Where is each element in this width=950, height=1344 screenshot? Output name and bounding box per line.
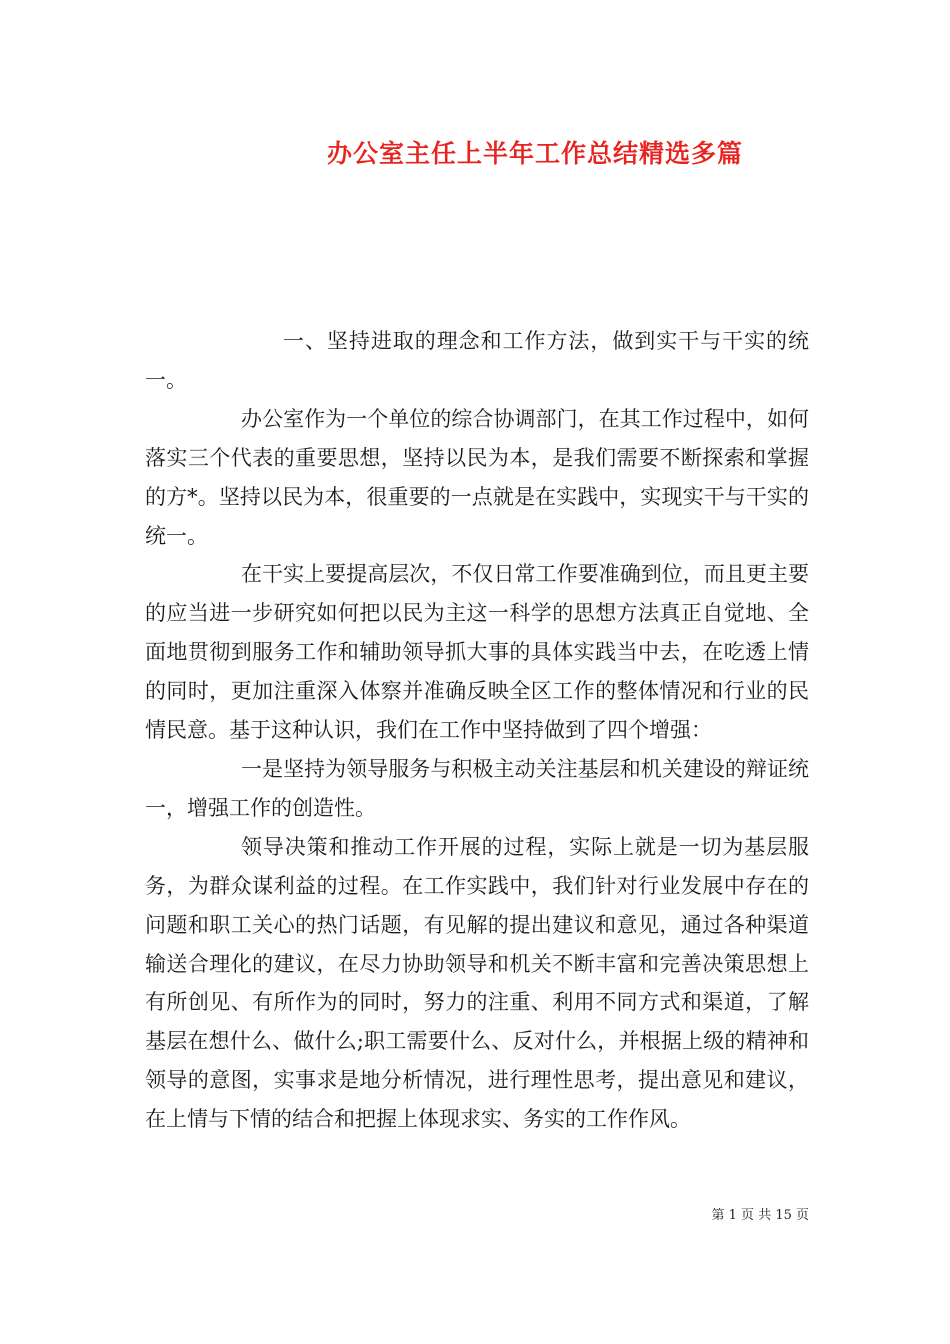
paragraph: 办公室作为一个单位的综合协调部门，在其工作过程中，如何落实三个代表的重要思想，坚持以民为本，是我们需要不断探索和掌握的方*。坚持以民为本，很重要的一点就是在实践中，实现实干与干实的统一。: [145, 406, 809, 548]
page-title: 办公室主任上半年工作总结精选多篇: [326, 139, 743, 168]
paragraph: 一是坚持为领导服务与积极主动关注基层和机关建设的辩证统一，增强工作的创造性。: [145, 756, 809, 820]
paragraph: 在干实上要提高层次，不仅日常工作要准确到位，而且更主要的应当进一步研究如何把以民为主这一科学的思想方法真正自觉地、全面地贯彻到服务工作和辅助领导抓大事的具体实践当中去，在吃透上情的同时，更加注重深入体察并准确反映全区工作的整体情况和行业的民情民意。基于这种认识，我们在工作中坚持做到了四个增强：: [145, 562, 809, 743]
page-number: 第 1 页 共 15 页: [711, 1208, 809, 1223]
document-body: [145, 322, 809, 1139]
section-heading: 一、坚持进取的理念和工作方法，做到实干与干实的统一。: [145, 329, 809, 392]
paragraph: 领导决策和推动工作开展的过程，实际上就是一切为基层服务，为群众谋利益的过程。在工作实践中，我们针对行业发展中存在的问题和职工关心的热门话题，有见解的提出建议和意见，通过各种渠道输送合理化的建议，在尽力协助领导和机关不断丰富和完善决策思想上有所创见、有所作为的同时，努力的注重、利用不同方式和渠道，了解基层在想什么、做什么;职工需要什么、反对什么，并根据上级的精神和领导的意图，实事求是地分析情况，进行理性思考，提出意见和建议，在上情与下情的结合和把握上体现求实、务实的工作作风。: [145, 834, 809, 1132]
